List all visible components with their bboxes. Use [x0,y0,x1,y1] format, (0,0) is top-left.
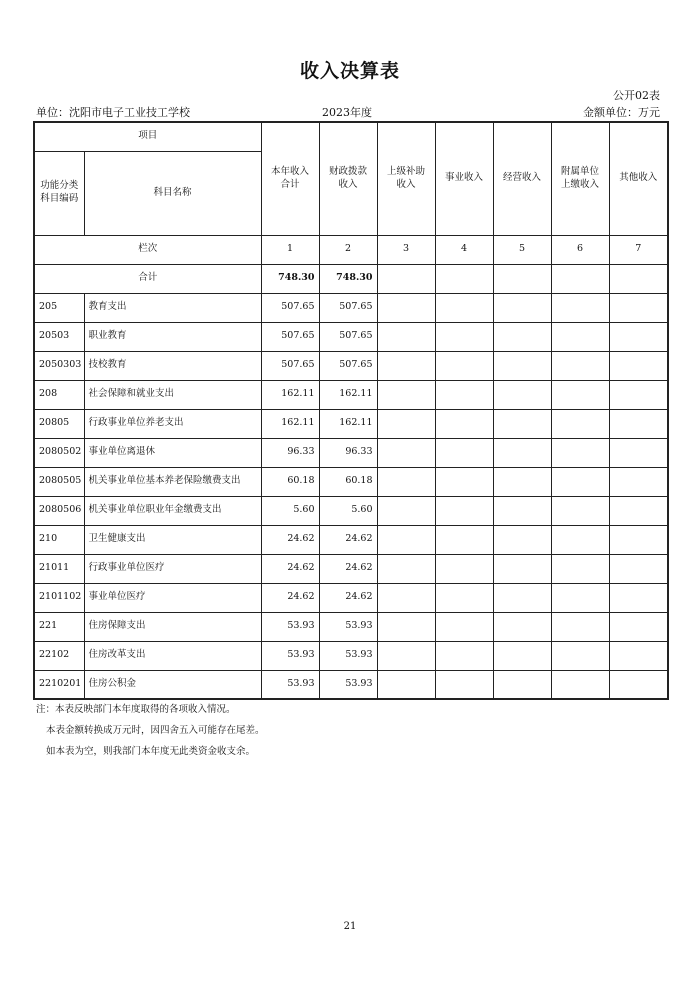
subject-name: 事业单位离退休 [84,438,261,467]
table-row [34,525,668,554]
subject-name: 住房保障支出 [84,612,261,641]
subject-name: 社会保障和就业支出 [84,380,261,409]
fiscal-income: 24.62 [319,583,377,612]
empty-cell [551,641,609,670]
subject-name: 行政事业单位养老支出 [84,409,261,438]
column-num: 4 [435,235,493,264]
column-num: 2 [319,235,377,264]
subject-code: 21011 [34,554,84,583]
table-row [34,351,668,380]
subject-code: 20805 [34,409,84,438]
empty-cell [435,380,493,409]
total-income: 53.93 [261,670,319,699]
empty-cell [493,612,551,641]
empty-cell [551,380,609,409]
subject-code: 210 [34,525,84,554]
table-row [34,612,668,641]
empty-cell [435,554,493,583]
empty-cell [609,496,668,525]
fiscal-income: 24.62 [319,525,377,554]
empty-cell [435,641,493,670]
total-income: 507.65 [261,293,319,322]
fiscal-income: 507.65 [319,322,377,351]
header-subject-name: 科目名称 [84,151,261,235]
empty-cell [551,525,609,554]
subject-name: 机关事业单位基本养老保险缴费支出 [84,467,261,496]
reporting-unit: 单位：沈阳市电子工业技工学校 [36,106,190,119]
empty-cell [435,583,493,612]
table-row [34,438,668,467]
empty-cell [551,467,609,496]
notes [36,699,265,762]
page-title: 收入决算表 [299,60,400,82]
empty-cell [609,612,668,641]
empty-cell [493,380,551,409]
empty-cell [609,438,668,467]
empty-cell [551,293,609,322]
table-row [34,641,668,670]
empty-cell [377,380,435,409]
column-num: 3 [377,235,435,264]
total-income: 96.33 [261,438,319,467]
fiscal-income: 5.60 [319,496,377,525]
header-other: 其他收入 [609,122,668,235]
header-business: 事业收入 [435,122,493,235]
empty-cell [377,583,435,612]
table-row [34,583,668,612]
header-total-income: 本年收入 合计 [261,122,319,235]
subject-code: 2050303 [34,351,84,380]
column-num: 5 [493,235,551,264]
empty-cell [493,554,551,583]
table-row [34,670,668,699]
empty-cell [377,322,435,351]
empty-cell [377,641,435,670]
empty-cell [435,612,493,641]
empty-cell [493,641,551,670]
empty-cell [493,293,551,322]
total-income: 24.62 [261,583,319,612]
empty-cell [493,525,551,554]
empty-cell [493,351,551,380]
subject-name: 职业教育 [84,322,261,351]
total-income-value: 748.30 [261,264,319,293]
empty-cell [609,467,668,496]
total-income: 507.65 [261,322,319,351]
empty-cell [377,438,435,467]
table-row [34,380,668,409]
header-superior: 上级补助 收入 [377,122,435,235]
empty-cell [609,641,668,670]
empty-cell [551,554,609,583]
empty-cell [377,467,435,496]
subject-code: 2080502 [34,438,84,467]
empty-cell [377,554,435,583]
total-income: 53.93 [261,612,319,641]
table-row [34,496,668,525]
subject-code: 2101102 [34,583,84,612]
table-row [34,293,668,322]
empty-cell [435,409,493,438]
total-income: 162.11 [261,409,319,438]
income-final-accounts-table [33,121,669,700]
note-line: 注：本表反映部门本年度取得的各项收入情况。 [36,704,236,715]
subject-name: 卫生健康支出 [84,525,261,554]
empty-cell [551,583,609,612]
column-label: 栏次 [34,235,261,264]
empty-cell [609,583,668,612]
empty-cell [435,670,493,699]
fiscal-income: 96.33 [319,438,377,467]
empty-cell [609,322,668,351]
empty-cell [551,438,609,467]
fiscal-income: 162.11 [319,409,377,438]
total-income: 53.93 [261,641,319,670]
header-project: 项目 [34,122,261,151]
empty-cell [551,612,609,641]
subject-code: 221 [34,612,84,641]
subject-name: 住房公积金 [84,670,261,699]
empty-cell [377,612,435,641]
empty-cell [493,322,551,351]
empty-cell [609,554,668,583]
fiscal-income: 24.62 [319,554,377,583]
empty-cell [435,496,493,525]
total-income: 24.62 [261,525,319,554]
page-number: 21 [343,921,357,932]
subject-code: 208 [34,380,84,409]
subject-name: 住房改革支出 [84,641,261,670]
fiscal-income: 507.65 [319,351,377,380]
empty-cell [435,293,493,322]
header-fiscal: 财政拨款 收入 [319,122,377,235]
subject-name: 行政事业单位医疗 [84,554,261,583]
column-num: 1 [261,235,319,264]
empty-cell [377,496,435,525]
empty-cell [493,583,551,612]
subject-code: 20503 [34,322,84,351]
total-label: 合计 [34,264,261,293]
empty-cell [551,670,609,699]
subject-code: 205 [34,293,84,322]
fiscal-income: 53.93 [319,612,377,641]
total-income: 24.62 [261,554,319,583]
empty-cell [609,525,668,554]
empty-cell [609,409,668,438]
header-operating: 经营收入 [493,122,551,235]
fiscal-year: 2023年度 [322,106,372,119]
empty-cell [493,438,551,467]
table-row [34,322,668,351]
empty-cell [377,670,435,699]
form-number: 公开02表 [613,89,660,102]
subject-name: 技校教育 [84,351,261,380]
empty-cell [377,351,435,380]
subject-code: 2210201 [34,670,84,699]
column-num: 6 [551,235,609,264]
subject-code: 22102 [34,641,84,670]
empty-cell [551,322,609,351]
empty-cell [435,438,493,467]
amount-unit: 金额单位：万元 [583,106,660,119]
empty-cell [493,467,551,496]
note-line: 本表金额转换成万元时，因四舍五入可能存在尾差。 [46,725,265,736]
subject-code: 2080506 [34,496,84,525]
subject-code: 2080505 [34,467,84,496]
empty-cell [493,670,551,699]
table-row [34,409,668,438]
subject-name: 教育支出 [84,293,261,322]
subject-name: 机关事业单位职业年金缴费支出 [84,496,261,525]
empty-cell [609,670,668,699]
total-income: 60.18 [261,467,319,496]
column-num: 7 [609,235,668,264]
empty-cell [435,351,493,380]
header-func-code: 功能分类 科目编码 [34,151,84,235]
empty-cell [493,496,551,525]
total-income: 5.60 [261,496,319,525]
fiscal-income: 507.65 [319,293,377,322]
empty-cell [435,525,493,554]
table-row [34,467,668,496]
note-line: 如本表为空，则我部门本年度无此类资金收支余。 [46,746,256,757]
empty-cell [377,525,435,554]
fiscal-income: 60.18 [319,467,377,496]
empty-cell [377,293,435,322]
fiscal-income: 162.11 [319,380,377,409]
empty-cell [551,351,609,380]
total-income: 162.11 [261,380,319,409]
empty-cell [377,409,435,438]
fiscal-income: 53.93 [319,670,377,699]
empty-cell [609,380,668,409]
empty-cell [435,467,493,496]
empty-cell [435,322,493,351]
total-fiscal-value: 748.30 [319,264,377,293]
table-row [34,554,668,583]
empty-cell [609,293,668,322]
empty-cell [551,409,609,438]
fiscal-income: 53.93 [319,641,377,670]
header-affiliated: 附属单位 上缴收入 [551,122,609,235]
empty-cell [493,409,551,438]
empty-cell [551,496,609,525]
subject-name: 事业单位医疗 [84,583,261,612]
total-income: 507.65 [261,351,319,380]
empty-cell [609,351,668,380]
